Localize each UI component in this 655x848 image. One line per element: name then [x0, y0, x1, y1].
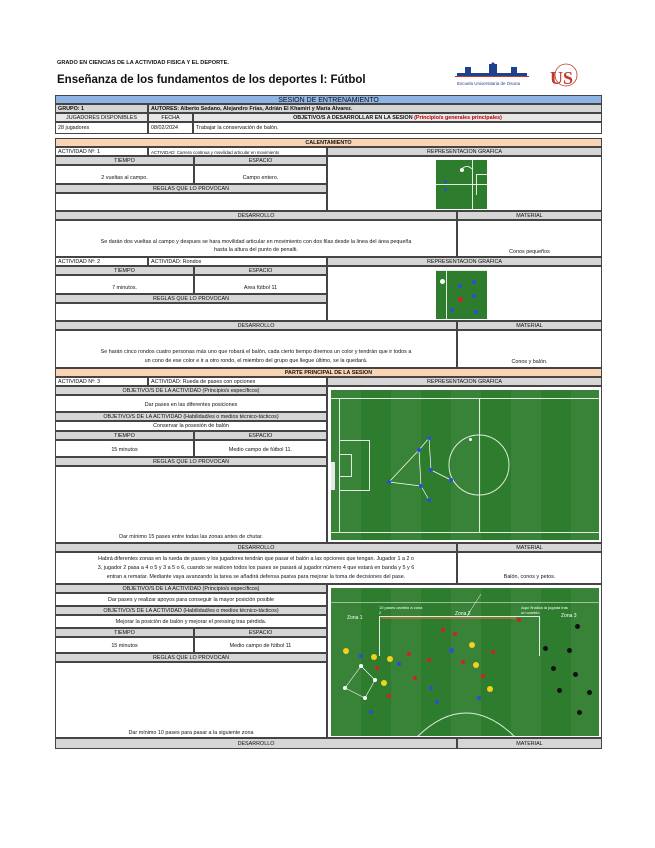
a4-rules-label: REGLAS QUE LO PROVOCAN — [55, 653, 327, 662]
a1-graphic-box — [327, 156, 602, 211]
date-label-cell: FECHA — [148, 113, 193, 122]
a3-obj-label: OBJETIVO/S DE LA ACTIVIDAD (Principio/s específicos) — [55, 386, 327, 395]
a1-pitch-diagram — [436, 160, 487, 209]
a3-objective2: Conservar la posesión de balón — [55, 421, 327, 431]
university-seal — [546, 62, 580, 90]
authors-cell: AUTORES: Alberto Sedano, Alejandro Frías, Adrián El Khamiri y María Álvarez. — [148, 104, 602, 113]
a4-objective: Dar pases y realizar apoyos para conseguir la mayor posición posible — [55, 593, 327, 606]
a1-material: Conos pequeños — [457, 220, 602, 257]
a1-space: Campo entero. — [194, 165, 327, 184]
a2-material-label: MATERIAL — [457, 321, 602, 330]
a4-objective2: Mejorar la posición de balón y mejorar el pressing tras pérdida. — [55, 615, 327, 628]
session-title: SESIÓN DE ENTRENAMIENTO — [278, 97, 379, 104]
a3-material-label: MATERIAL — [457, 543, 602, 552]
a2-graphic-box — [327, 266, 602, 321]
a4-graphic-box — [327, 584, 602, 738]
zone-note-1: 10 pases cambio a zona 2 — [379, 605, 423, 615]
a2-development: Se harán cinco rondos cuatro personas más uno que robará el balón, cada cierto tiempo diremos un color y tendrán que ir todos a un cono de ese color e ir a otro rondo, el miembro del grupo que llegue último, se la quedará. — [55, 330, 457, 368]
main-title-bar: PARTE PRINCIPAL DE LA SESIÓN — [55, 368, 602, 377]
a3-objective: Dar pases en las diferentes posiciones — [55, 395, 327, 412]
a4-obj-label: OBJETIVO/S DE LA ACTIVIDAD (Principio/s específicos) — [55, 584, 327, 593]
a1-graphic-label: REPRESENTACION GRAFICA — [327, 147, 602, 156]
a1-space-label: ESPACIO — [194, 156, 327, 165]
a4-space-label: ESPACIO — [194, 628, 327, 637]
a2-number: ACTIVIDAD Nº: 2 — [55, 257, 148, 266]
zone3-label: Zona 3 — [561, 613, 577, 619]
a1-time-label: TIEMPO — [55, 156, 194, 165]
a2-space-label: ESPACIO — [194, 266, 327, 275]
a3-pitch-diagram — [331, 390, 599, 540]
players-label-cell: JUGADORES DISPONIBLES — [55, 113, 148, 122]
zone-note-2: Aquí finaliza la jugada tras un cambio — [521, 605, 568, 615]
course-title: Enseñanza de los fundamentos de los deportes I: Fútbol — [57, 74, 366, 86]
a1-material-label: MATERIAL — [457, 211, 602, 220]
a1-name: ACTIVIDAD: Carrera continua y movilidad articular en movimiento — [148, 147, 327, 156]
a1-development: Se darán dos vueltas al campo y despues se hara movilidad articular en movimiento con dos filas desde la linea del área pequeña hasta la altura del punto de penalti. — [55, 220, 457, 257]
a3-graphic-box — [327, 386, 602, 543]
zone2-label: Zona 2 — [455, 611, 471, 617]
a2-material: Conos y balón. — [457, 330, 602, 368]
svg-text:US: US — [550, 68, 574, 88]
group-cell: GRUPO: 1 — [55, 104, 148, 113]
a3-space-label: ESPACIO — [194, 431, 327, 440]
a1-time: 2 vueltas al campo. — [55, 165, 194, 184]
a1-dev-label: DESARROLLO — [55, 211, 457, 220]
a3-development: Habrá diferentes zonas en la rueda de pases y los jugadores tendrán que pasar el balón a las opciones que tengan. Jugador 1 a 2 o 3, jugador 2 pasa a 4 o 5 y 3 a 5 o 6, cuando se realicen todos los pases se pasará al jugador número 4 que estará en banda y 5 y 6 entran a rematar. Mediante vaya avanzando la tarea se añadirá defensa pasiva para mejorar la toma de decisiones del pase. — [55, 552, 457, 584]
degree-title: GRADO EN CIENCIAS DE LA ACTIVIDAD FÍSICA Y EL DEPORTE. — [57, 60, 229, 66]
a2-rules — [55, 303, 327, 321]
a2-rules-label: REGLAS QUE LO PROVOCAN — [55, 294, 327, 303]
a2-time: 7 minutos. — [55, 275, 194, 294]
a4-obj2-label: OBJETIVO/S DE LA ACTIVIDAD (Habilidad/es o medios técnico-tácticos) — [55, 606, 327, 615]
a2-space: Área fútbol 11 — [194, 275, 327, 294]
a1-rules-label: REGLAS QUE LO PROVOCAN — [55, 184, 327, 193]
school-logo: Escuela Universitaria de Osuna — [455, 62, 537, 88]
a4-time-label: TIEMPO — [55, 628, 194, 637]
a2-name: ACTIVIDAD: Rondos — [148, 257, 327, 266]
a4-time: 15 minutos — [55, 637, 194, 653]
a1-rules — [55, 193, 327, 211]
a4-rules: Dar mínimo 10 pases para pasar a la siguiente zona — [55, 662, 327, 738]
session-title-bar — [55, 95, 602, 104]
a4-space: Medio campo de fútbol 11 — [194, 637, 327, 653]
a4-dev-label: DESARROLLO — [55, 738, 457, 749]
a3-time-label: TIEMPO — [55, 431, 194, 440]
a4-material-label: MATERIAL — [457, 738, 602, 749]
a2-time-label: TIEMPO — [55, 266, 194, 275]
a3-time: 15 minutos — [55, 440, 194, 457]
a4-pitch-diagram — [331, 588, 599, 736]
a3-name: ACTIVIDAD: Rueda de pases con opciones — [148, 377, 327, 386]
a3-dev-label: DESARROLLO — [55, 543, 457, 552]
objective-value-cell: Trabajar la conservación de balón. — [193, 122, 602, 134]
a3-number: ACTIVIDAD Nº: 3 — [55, 377, 148, 386]
a3-obj2-label: OBJETIVO/S DE LA ACTIVIDAD (Habilidad/es o medios técnico-tácticos) — [55, 412, 327, 421]
a3-material: Balón, conos y petos. — [457, 552, 602, 584]
a1-number: ACTIVIDAD Nº: 1 — [55, 147, 148, 156]
a2-graphic-label: REPRESENTACION GRAFICA — [327, 257, 602, 266]
a2-pitch-diagram — [436, 270, 487, 319]
a3-rules: Dar mínimo 15 pases entre todas las zonas antes de chutar. — [55, 466, 327, 543]
a2-dev-label: DESARROLLO — [55, 321, 457, 330]
warmup-title-bar: CALENTAMIENTO — [55, 138, 602, 147]
objective-label-cell: OBJETIVO/S A DESARROLLAR EN LA SESIÓN (Principio/s generales principales) — [193, 113, 602, 122]
a3-graphic-label: REPRESENTACION GRAFICA — [327, 377, 602, 386]
a3-rules-label: REGLAS QUE LO PROVOCAN — [55, 457, 327, 466]
a3-space: Medio campo de fútbol 11. — [194, 440, 327, 457]
date-value-cell: 08/02/2024 — [148, 122, 193, 134]
players-value-cell: 28 jugadores — [55, 122, 148, 134]
zone1-label: Zona 1 — [347, 615, 363, 621]
